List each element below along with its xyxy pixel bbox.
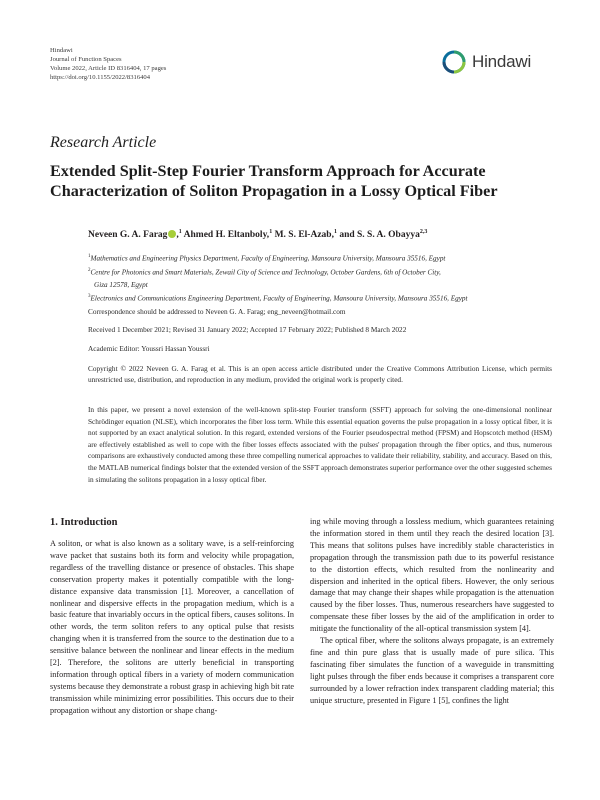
volume-line: Volume 2022, Article ID 8316404, 17 pages: [50, 65, 167, 72]
author-sup: 2,3: [419, 229, 428, 235]
abstract: In this paper, we present a novel extension of the well-known split-step Fourier transform (SSFT) approach for solving the one-dimensional nonlinear Schrödinger equation (NLSE), which incorporates the fiber loss term. While this essential equation governs the pulse propagation in a lossy optical fiber, it is not supported by an exact analytical solution. In this regard, extended versions of the Fourier pseudospectral method (FPSM) and Hopscotch method (HSM) are effectively established as well to cope with the fiber losses effects associated with the pulses' propagation through the fiber optics, and thus, numerous comparisons are exhaustively conducted among these three compelling numerical approaches to validate their reliability, stability, and accuracy. Based on this, the MATLAB numerical findings bolster that the extended version of the SSFT approach demonstrates superior performance over the other suggested schemes in simulating the solitons propagation in a lossy optical fiber.: [88, 405, 552, 484]
author-name[interactable]: M. S. El-Azab,: [274, 230, 334, 241]
affiliation-sup: 3: [88, 294, 91, 300]
journal-meta: [50, 46, 166, 82]
hindawi-logo: [440, 50, 531, 74]
author-sup: 1: [269, 229, 273, 235]
affiliation-item: [88, 291, 558, 305]
correspondence: Correspondence should be addressed to Neveen G. A. Farag; eng_neveen@hotmail.com: [88, 307, 346, 316]
article-title: [50, 161, 570, 201]
author-name[interactable]: and S. S. A. Obayya: [339, 230, 420, 241]
academic-editor: Academic Editor: Youssri Hassan Youssri: [88, 344, 210, 353]
publication-dates: Received 1 December 2021; Revised 31 January 2022; Accepted 17 February 2022; Published 8 March 2022: [88, 325, 407, 334]
orcid-icon[interactable]: [168, 230, 176, 238]
body-column-right: [310, 516, 554, 707]
section-heading: 1. Introduction: [50, 517, 118, 528]
author-sup: 1: [178, 229, 182, 235]
affiliation-sup: 2: [88, 267, 91, 273]
body-paragraph: A soliton, or what is also known as a solitary wave, is a self-reinforcing wave packet that sustains both its form and velocity while propagation, regardless of the travelling distance or presence of obstacles. This shape conservation property makes it potentially compatible with the long-distance expansive data transmission [1]. Moreover, a cancellation of nonlinear and dispersive effects in the propagation medium, which is a basic feature that invariably occurs in the optical fibers, causes solitons. In other words, the term soliton refers to any optical pulse that resists changing when it is transferred from the source to the destination due to a sensitive balance between the nonlinear and linear effects in the medium [2]. Therefore, the solitons are utterly beneficial in transporting information through optical fibers in a variety of modern communication systems because they demonstrate a robust grasp in achieving high bit rate transmission while minimizing error possibilities. This occurs due to their propagation without any distortion or shape chang-: [50, 539, 294, 715]
affiliation-text: Giza 12578, Egypt: [94, 280, 148, 289]
affiliation-text: Electronics and Communications Engineering Department, Faculty of Engineering, Mansoura University, Mansoura 35516, Egypt: [90, 294, 468, 303]
affiliation-text: Mathematics and Engineering Physics Department, Faculty of Engineering, Mansoura University, Mansoura 35516, Egypt: [90, 254, 446, 263]
title-line: Extended Split-Step Fourier Transform Approach for Accurate: [50, 162, 486, 180]
copyright-notice: Copyright © 2022 Neveen G. A. Farag et al. This is an open access article distributed under the Creative Commons Attribution License, which permits unrestricted use, distribution, and reproduction in any medium, provided the original work is properly cited.: [88, 364, 552, 384]
body-paragraph: The optical fiber, where the solitons always propagate, is an extremely fine and thin pure glass that is usually made of pure silica. This fascinating fiber simulates the function of a waveguide in transmitting light pulses through the fiber ends because it comprises a transparent core surrounded by a lower refraction index transparent cladding material; this unique structure, presented in Figure 1 [5], confines the light: [310, 636, 554, 705]
affiliations: [88, 251, 558, 305]
body-column-left: [50, 538, 294, 717]
publisher-name: Hindawi: [50, 47, 73, 54]
hindawi-logo-icon: [440, 50, 468, 74]
body-paragraph: ing while moving through a lossless medium, which guarantees retaining the information stored in them until they reach the desired location [3]. This means that solitons pulses have incredibly stable characteristics in propagation through the transmission path due to its powerful resistance to the distortion effects, which resulted from the nonlinearity and dispersion and inherited in the optical fibers. However, the only serious damage that may change their shapes while propagation is the attenuation caused by the fiber losses. Thus, numerous researchers have suggested to compensate these fiber losses by the aid of the amplification in order to mitigate the functionality of the all-optical transmission system [4].: [310, 517, 554, 634]
affiliation-item: [88, 279, 558, 292]
logo-wordmark: Hindawi: [472, 52, 532, 71]
doi-link[interactable]: https://doi.org/10.1155/2022/8316404: [50, 74, 151, 81]
affiliation-item: [88, 265, 558, 279]
author-name[interactable]: Ahmed H. Eltanboly,: [183, 230, 270, 241]
author-sup: 1: [333, 229, 337, 235]
author-name[interactable]: Neveen G. A. Farag: [88, 230, 168, 241]
journal-name: Journal of Function Spaces: [50, 56, 122, 63]
affiliation-text: Centre for Photonics and Smart Materials, Zewail City of Science and Technology, October Gardens, 6th of October City,: [90, 268, 441, 277]
affiliation-item: [88, 251, 558, 265]
title-line: Characterization of Soliton Propagation in a Lossy Optical Fiber: [50, 182, 498, 200]
affiliation-sup: 1: [88, 254, 91, 259]
article-type: Research Article: [50, 134, 157, 151]
author-list: Neveen G. A. Farag ,$^1$ Ahmed H. Eltanboly,$^1$ M. S. El-Azab,$^1$ and S. S. A. Obayya$^{2,3}$: [88, 229, 428, 241]
